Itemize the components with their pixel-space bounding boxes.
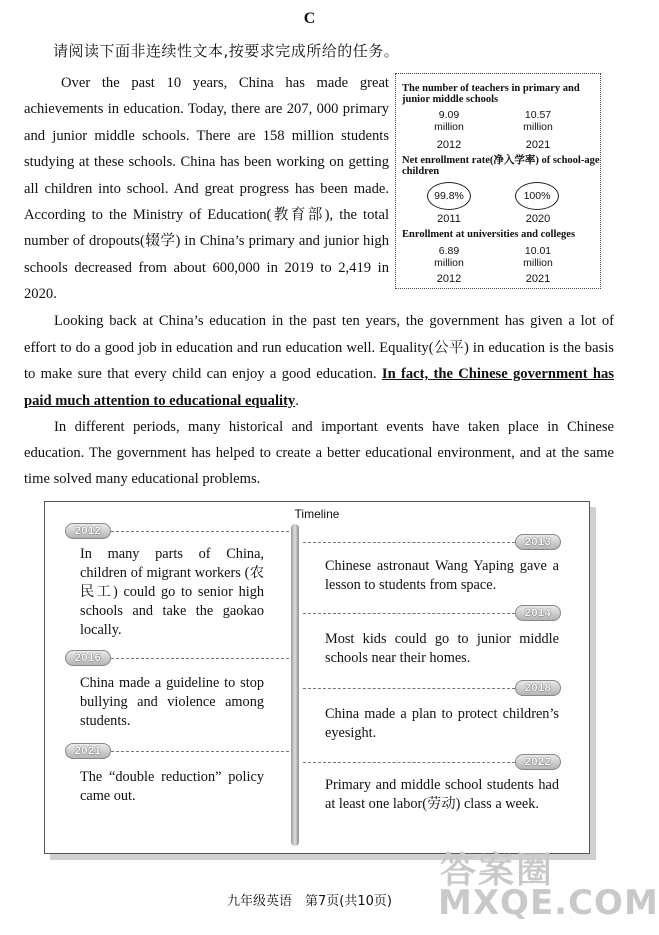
timeline-divider	[111, 751, 289, 752]
timeline-divider	[303, 542, 515, 543]
teachers-2012-year: 2012	[436, 139, 462, 151]
enrollment-rate-heading: Net enrollment rate(净入学率) of school-age children	[402, 155, 600, 177]
timeline-axis	[291, 524, 299, 846]
enrollment-2020-year: 2020	[525, 213, 551, 225]
event-2013: Chinese astronaut Wang Yaping gave a lesson to students from space.	[325, 558, 559, 593]
year-tag-2013: 2013	[515, 534, 561, 550]
watermark-url: MXQE.COM	[438, 883, 659, 923]
event-2012: In many parts of China, children of migrant workers (农民工) could go to senior high schools and take the gaokao locally.	[80, 546, 264, 638]
paragraph-2: Looking back at China’s education in the past ten years, the government has given a lot of effort to do a good job in education and run education well. Equality(公平) in education is the basis to make sure that every child can enjoy a good education. In fact, the Chinese government has paid much attention to educational equality.	[24, 313, 614, 409]
universities-2012-year: 2012	[436, 273, 462, 285]
event-2014: Most kids could go to junior middle schools near their homes.	[325, 631, 559, 666]
enrollment-2011-year: 2011	[437, 213, 461, 225]
teachers-2012-value: 9.09 million	[434, 109, 464, 133]
year-tag-2022: 2022	[515, 754, 561, 770]
year-tag-2016: 2016	[65, 650, 111, 666]
event-2016: China made a guideline to stop bullying and violence among students.	[80, 675, 264, 729]
page-footer: 九年级英语 第7页(共10页)	[227, 894, 392, 909]
year-tag-2021: 2021	[65, 743, 111, 759]
timeline-divider	[303, 688, 515, 689]
year-tag-2012: 2012	[65, 523, 111, 539]
timeline-divider	[303, 762, 515, 763]
timeline-box	[44, 501, 590, 854]
paragraph-1: Over the past 10 years, China has made great achievements in education. Today, there are 207, 000 primary and junior middle schools. There are 158 million students studying at these schools. China has been working on getting all children into school. And great progress has been made. According to the Ministry of Education(教育部), the total number of dropouts(辍学) in China’s primary and junior high schools decreased from about 600,000 in 2019 to 2,419 in 2020.	[24, 75, 389, 303]
timeline-divider	[111, 531, 289, 532]
enrollment-2020-ellipse: 100%	[515, 182, 559, 210]
teachers-heading: The number of teachers in primary and junior middle schools	[402, 83, 580, 105]
underlined-sentence: In fact, the Chinese government has paid much attention to educational equality	[24, 366, 614, 409]
enrollment-2011-ellipse: 99.8%	[427, 182, 471, 210]
timeline-divider	[303, 613, 515, 614]
paragraph-3: In different periods, many historical and important events have taken place in Chinese education. The government has helped to create a better educational environment, and at the same time solved many educational problems.	[24, 419, 614, 487]
section-letter: C	[303, 10, 316, 27]
timeline-title: Timeline	[294, 507, 340, 521]
watermark-logo: 答案圈	[440, 850, 555, 891]
teachers-2021-year: 2021	[525, 139, 551, 151]
universities-2021-year: 2021	[525, 273, 551, 285]
universities-heading: Enrollment at universities and colleges	[402, 229, 576, 240]
teachers-2021-value: 10.57 million	[523, 109, 553, 133]
event-2018: China made a plan to protect children’s eyesight.	[325, 706, 559, 741]
statistics-box	[395, 73, 601, 289]
timeline-divider	[111, 658, 289, 659]
event-2022: Primary and middle school students had at least one labor(劳动) class a week.	[325, 777, 559, 812]
task-instruction: 请阅读下面非连续性文本,按要求完成所给的任务。	[53, 42, 400, 60]
year-tag-2014: 2014	[515, 605, 561, 621]
event-2021: The “double reduction” policy came out.	[80, 769, 264, 804]
universities-2012-value: 6.89 million	[434, 245, 464, 269]
year-tag-2018: 2018	[515, 680, 561, 696]
universities-2021-value: 10.01 million	[523, 245, 553, 269]
